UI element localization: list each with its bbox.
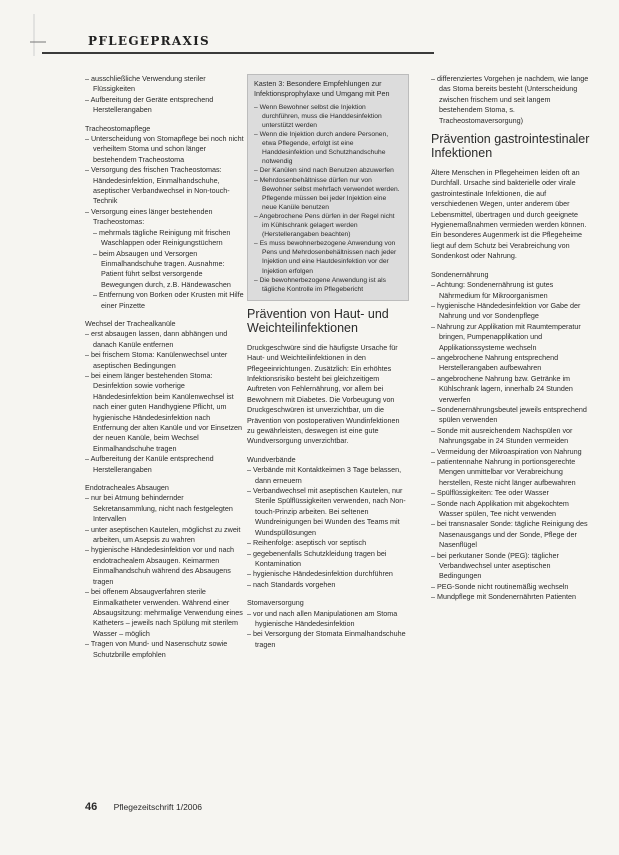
list-item: – Sonde nach Applikation mit abgekochtem Wasser spülen, Tee nicht verwenden <box>431 498 569 519</box>
info-box <box>247 74 409 301</box>
list-item: – bei offenem Absaugverfahren sterile Einmalkatheter verwenden. Während einer Absaugsitzung: mehrmalige Verwendung eines Katheters – jeweils nach Spülung mit sterilem Wasser – möglich <box>85 587 243 638</box>
list-subitem: – beim Absaugen und Versorgen Einmalhandschuhe tragen. Ausnahme: Patient führt selbst versorgende Bewegungen durch, z.B. Händewaschen <box>93 248 231 289</box>
list-item: – nur bei Atmung behindernder Sekretansammlung, nicht nach festgelegten Intervallen <box>85 493 233 524</box>
subheading: Stomaversorgung <box>247 598 304 608</box>
list-item: – Versorgung eines länger bestehenden Tracheostomas: <box>85 206 213 227</box>
list-subitem: – Entfernung von Borken oder Krusten mit Hilfe einer Pinzette <box>93 290 244 310</box>
body-paragraph: Druckgeschwüre sind die häufigste Ursache für Haut- und Weichteilinfektionen in den Pflegeeinrichtungen. Zusätzlich: Ein erhöhtes Infektionsrisiko besteht bei gleichzeitigem Auftreten von Fehlernährung, vor allem bei Bewohnern mit Diabetes. Die Vorbeugung von Druckgeschwüren ist unverzichtbar, um die Prävention von postoperativen Wundinfektionen zu gewährleisten, deswegen ist eine gute Wundversorgung unverzichtbar. <box>247 342 400 446</box>
list-item: – Achtung: Sondenernährung ist gutes Nährmedium für Mikroorganismen <box>431 280 554 300</box>
list-item: – nach Standards vorgehen <box>247 579 336 589</box>
page-header <box>42 30 434 54</box>
list-item: – patientennahe Nahrung in portionsgerechte Mengen unmittelbar vor Verabreichung herstellen, Reste nicht länger aufbewahren <box>431 457 576 487</box>
list-subitem: – mehrmals tägliche Reinigung mit frischen Waschlappen oder Reinigungstüchern <box>93 227 231 248</box>
list-item: – Verbände mit Kontaktkeimen 3 Tage belassen, dann erneuern <box>247 465 402 485</box>
list-item: – Nahrung zur Applikation mit Raumtemperatur bringen, Pumpenapplikation und Applikationssysteme wechseln <box>431 321 581 352</box>
list-item: – erst absaugen lassen, dann abhängen und danach Kanüle entfernen <box>85 329 228 349</box>
subheading: Tracheostomapflege <box>85 123 151 133</box>
list-item: – unter aseptischen Kautelen, möglichst zu zweit arbeiten, um Asepsis zu wahren <box>85 524 241 545</box>
list-item: – Unterscheidung von Stomapflege bei noch nicht verheiltem Stoma und schon länger bestehendem Tracheostoma <box>85 134 244 164</box>
box-item: – Wenn die Injektion durch andere Personen, etwa Pflegende, erfolgt ist eine Handdesinfektion und Schutzhandschuhe notwendig <box>254 131 389 166</box>
box-item: – Wenn Bewohner selbst die Injektion durchführen, muss die Handdesinfektion unterstützt werden <box>254 103 382 129</box>
box-item: – Es muss bewohnerbezogene Anwendung von Pens und Mehrdosenbehältnissen nach jeder Injektion und eine Hautdesinfektion vor der Injektion erfolgen <box>254 240 397 275</box>
list-item: – Spülflüssigkeiten: Tee oder Wasser <box>431 488 549 498</box>
section-heading: Prävention gastrointestinaler Infektionen <box>431 132 590 161</box>
list-item: – bei frischem Stoma: Kanülenwechsel unter aseptischen Bedingungen <box>85 350 228 370</box>
list-item: – Reihenfolge: aseptisch vor septisch <box>247 538 367 548</box>
column-2 <box>247 74 409 650</box>
journal-name: Pflegezeitschrift 1/2006 <box>113 802 202 812</box>
list-item: – vor und nach allen Manipulationen am Stoma hygienische Händedesinfektion <box>247 608 398 628</box>
list-item: – angebrochene Nahrung bzw. Getränke im Kühlschrank lagern, innerhalb 24 Stunden verwerfen <box>431 373 573 404</box>
section-heading: Prävention von Haut- und Weichteilinfektionen <box>247 306 389 335</box>
list-item: – ausschließliche Verwendung steriler Flüssigkeiten <box>85 74 206 94</box>
list-item: – hygienische Händedesinfektion vor und nach endotrachealem Absaugen. Keimarmen Einmalhandschuh während des Absaugens tragen <box>85 545 235 586</box>
box-item: – Die bewohnerbezogene Anwendung ist als tägliche Kontrolle im Pflegebericht <box>254 276 386 293</box>
subheading: Sondenernährung <box>431 269 489 279</box>
list-item: – differenziertes Vorgehen je nachdem, wie lange das Stoma bereits besteht (Unterscheidung zwischen frischem und seit langem bestehendem Stoma, s. Tracheostomaversorgung) <box>431 74 589 125</box>
list-item: – Aufbereitung der Geräte entsprechend Herstellerangaben <box>85 94 214 115</box>
box-item: – Der Kanülen sind nach Benutzen abzuwerfen <box>254 167 394 175</box>
list-item: – Mundpflege mit Sondenernährten Patienten <box>431 592 577 602</box>
subheading: Wechsel der Trachealkanüle <box>85 318 176 328</box>
list-item: – Tragen von Mund- und Nasenschutz sowie Schutzbrille empfohlen <box>85 639 228 659</box>
list-item: – bei perkutaner Sonde (PEG): täglicher Verbandwechsel unter aseptischen Bedingungen <box>431 550 559 581</box>
box-item: – Angebrochene Pens dürfen in der Regel nicht im Kühlschrank gelagert werden (Herstellerangaben beachten) <box>254 212 395 239</box>
list-item: – hygienische Händedesinfektion durchführen <box>247 569 393 579</box>
list-item: – PEG-Sonde nicht routinemäßig wechseln <box>431 581 569 591</box>
column-3 <box>431 74 593 603</box>
page-number: 46 <box>85 801 98 813</box>
list-item: – bei einem länger bestehenden Stoma: Desinfektion sowie vorherige Händedesinfektion beim Kanülenwechsel ist nach einer guten Handhygiene Pflicht, um hygienische Händedesinfektion nach Entfernung der alten Kanüle und vor Einsetzen der neuen Kanüle, beim Wechsel Einmalhandschuhe tragen <box>85 370 243 453</box>
box-item: – Mehrdosenbehältnisse dürfen nur von Bewohner selbst mehrfach verwendet werden. Pflegende müssen bei jeder Injektion eine neue Kanüle benutzen <box>254 176 400 211</box>
list-item: – angebrochene Nahrung entsprechend Herstellerangaben aufbewahren <box>431 352 559 373</box>
page-footer <box>85 801 202 813</box>
column-1 <box>85 74 245 660</box>
subheading: Endotracheales Absaugen <box>85 483 169 493</box>
section-title: PFLEGEPRAXIS <box>88 34 211 48</box>
list-item: – hygienische Händedesinfektion vor Gabe der Nahrung und vor Sondenpflege <box>431 300 581 321</box>
body-paragraph: Ältere Menschen in Pflegeheimen leiden oft an Durchfall. Ursache sind bakterielle oder virale gastrointestinale Infektionen, die auf verschiedenen Wegen, unter anderem über Lebensmittel, übertragen und durch geeignete Hygienemaßnahmen vermieden werden können. Ein besonderes Augenmerk ist die Pflegeheime liegt auf dem Schutz bei Verabreichung von Sondenkost oder Nahrung. <box>431 168 587 261</box>
subheading: Wundverbände <box>247 454 296 464</box>
list-item: – Vermeidung der Mikroaspiration von Nahrung <box>431 446 582 456</box>
list-item: – bei transnasaler Sonde: tägliche Reinigung des Nasenausgangs und der Sonde, Pflege der Nasenflügel <box>431 519 588 550</box>
list-item: – bei Versorgung der Stomata Einmalhandschuhe tragen <box>247 629 406 649</box>
list-item: – Verbandwechsel mit aseptischen Kautelen, nur Sterile Spülflüssigkeiten verwenden, nach Non-touch-Prinzip arbeiten. Bei seltenen Wundreinigungen bei Wunden des Teams mit Wundspüllösungen <box>247 486 406 537</box>
list-item: – Sondenernährungsbeutel jeweils entsprechend spülen verwenden <box>431 404 587 425</box>
box-caption: Kasten 3: Besondere Empfehlungen zur Infektionsprophylaxe und Umgang mit Pen <box>254 79 390 99</box>
list-item: – gegebenenfalls Schutzkleidung tragen bei Kontamination <box>247 548 387 568</box>
list-item: – Versorgung des frischen Tracheostomas: Händedesinfektion, Einmalhandschuhe, aseptischer Verbandwechsel in Non-touch-Technik <box>85 165 230 206</box>
list-item: – Sonde mit ausreichendem Nachspülen vor Nahrungsgabe in 24 Stunden vermeiden <box>431 425 573 446</box>
list-item: – Aufbereitung der Kanüle entsprechend Herstellerangaben <box>85 454 214 474</box>
